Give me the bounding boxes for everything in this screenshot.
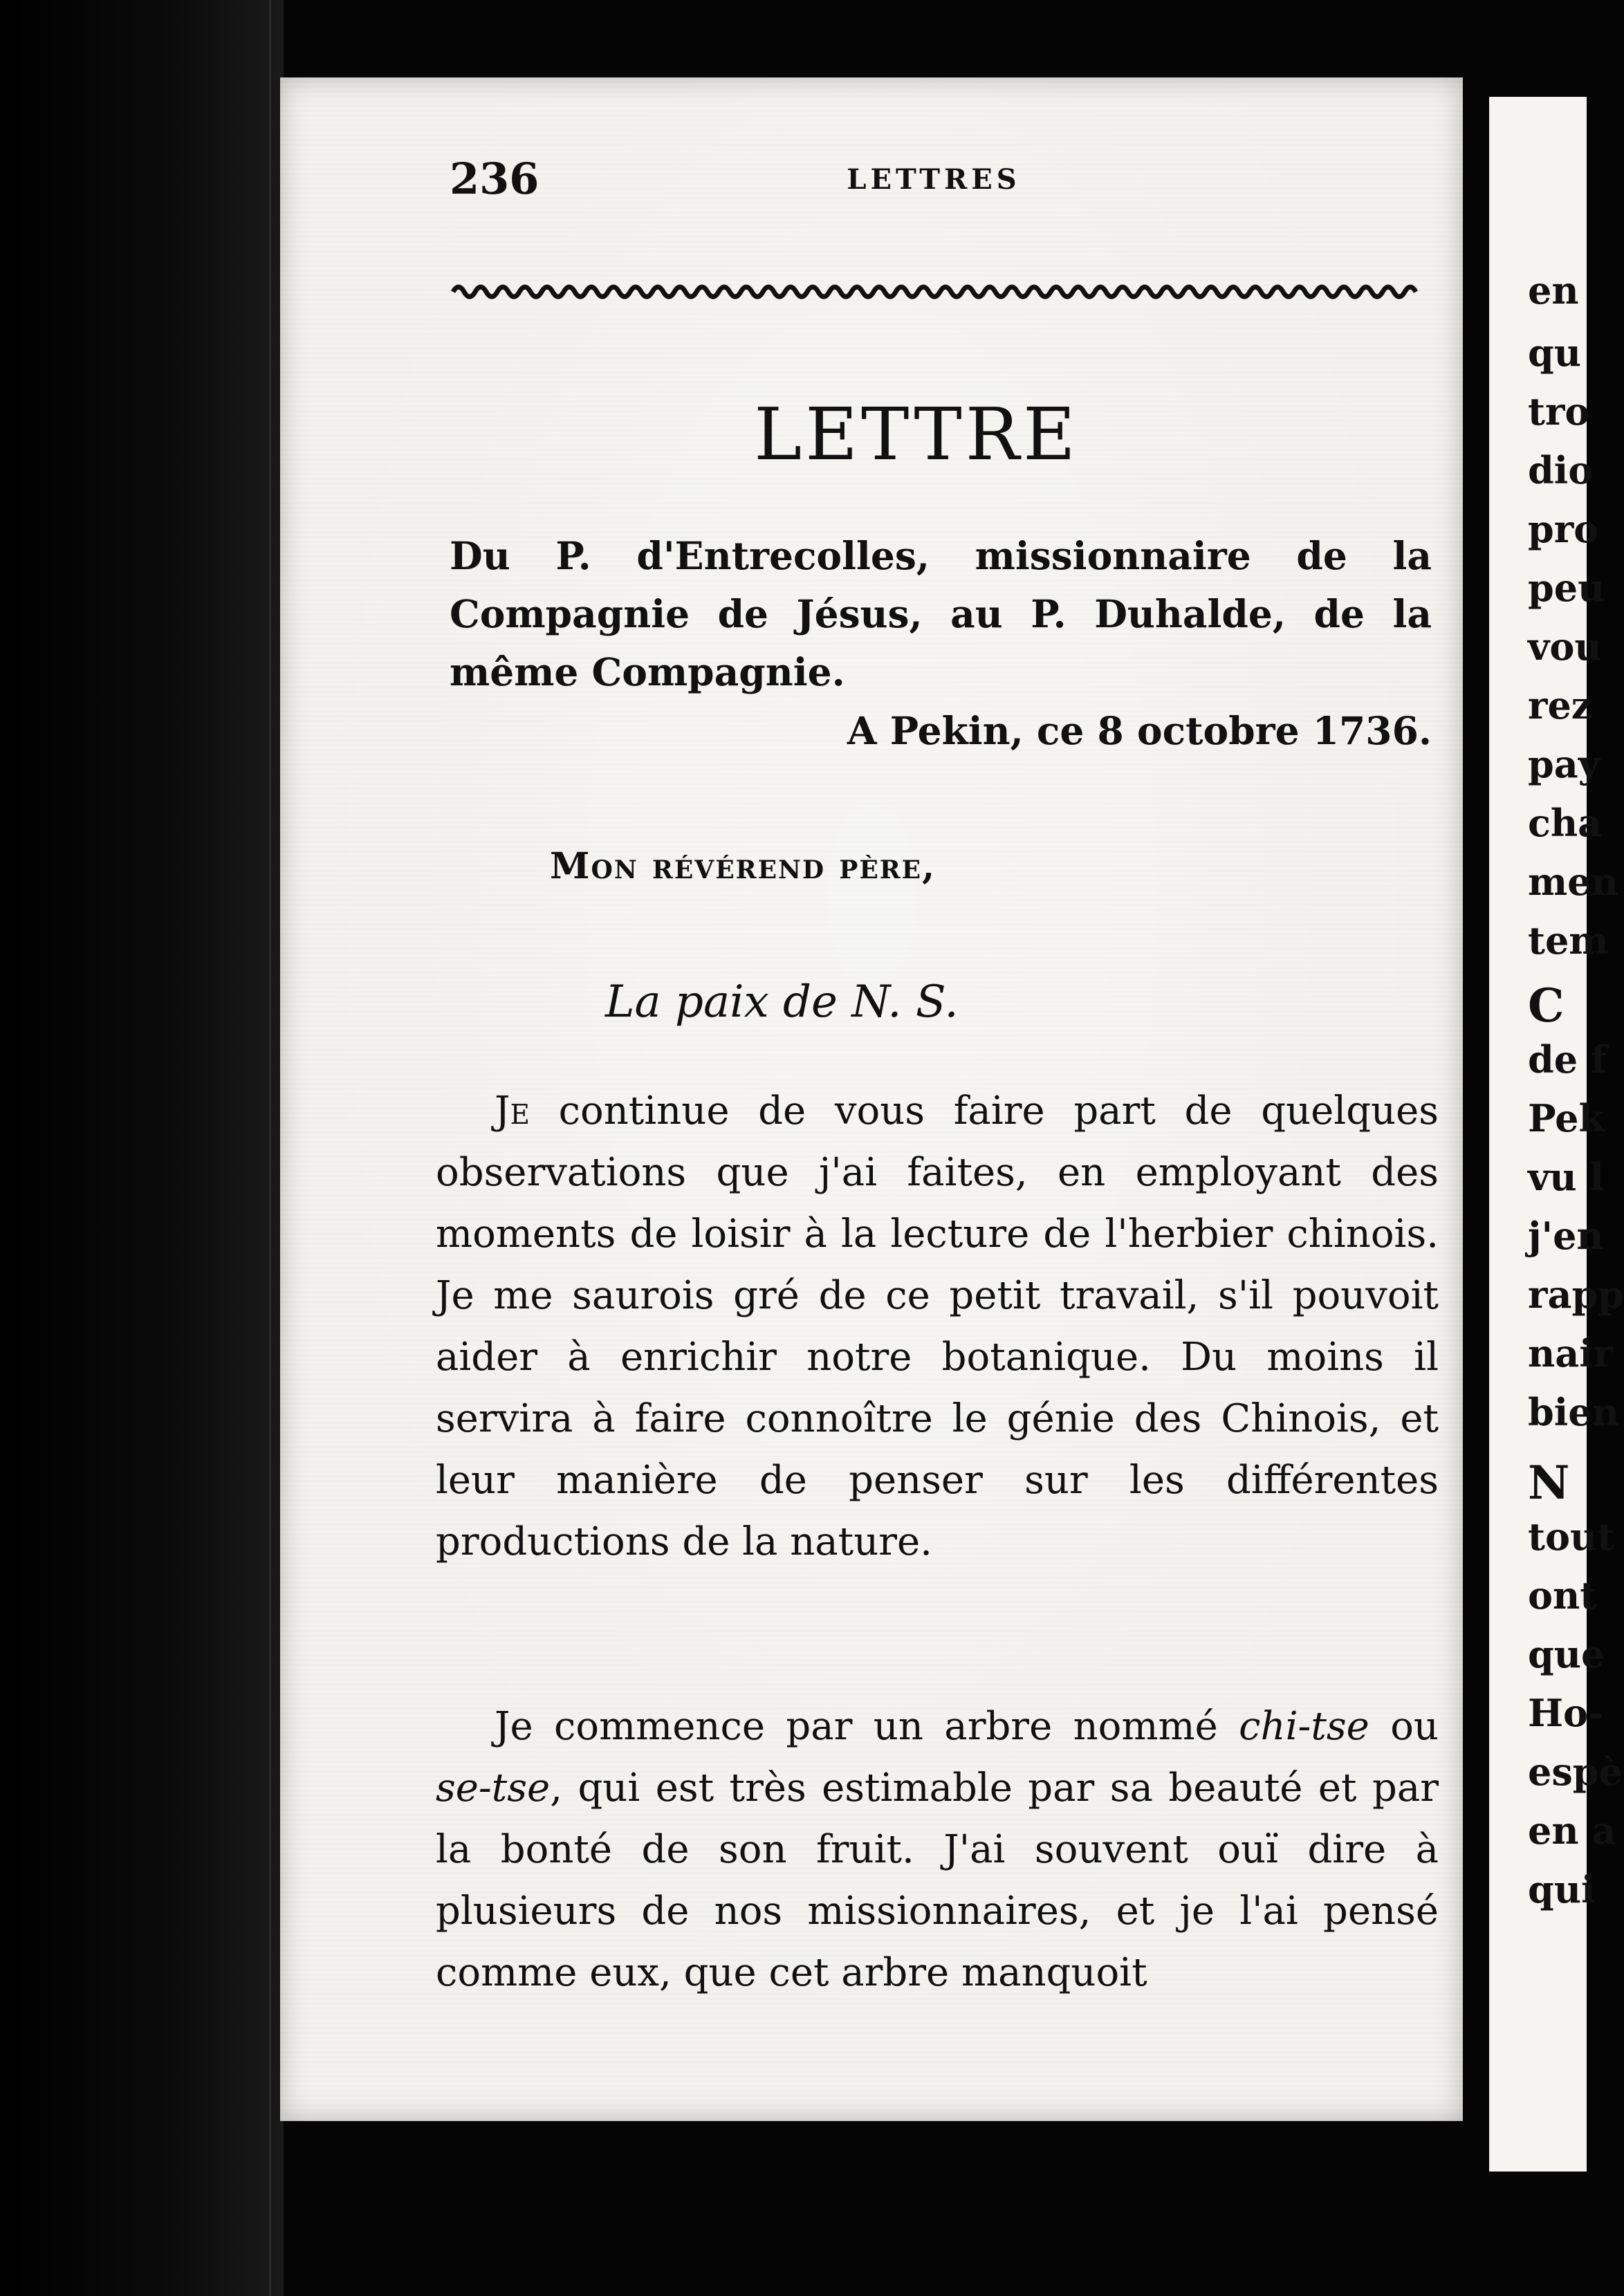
paragraph-2-text-a: Je commence par un arbre nommé bbox=[495, 1704, 1218, 1749]
adjacent-fragment: vou bbox=[1528, 624, 1602, 669]
adjacent-fragment: tout bbox=[1528, 1515, 1615, 1559]
running-head bbox=[450, 154, 1418, 209]
adjacent-fragment: espè bbox=[1528, 1750, 1623, 1794]
paragraph-2-text-c: , qui est très estimable par sa beauté et par la bonté de son fruit. J'ai souvent ouï dire à plusieurs de nos missionnaires, et je l'ai pensé comme eux, que cet arbre manquoit bbox=[436, 1766, 1439, 1995]
adjacent-fragment: ont bbox=[1528, 1573, 1598, 1618]
adjacent-fragment: rez bbox=[1528, 683, 1593, 728]
adjacent-fragment: cha bbox=[1528, 801, 1603, 845]
letter-heading: LETTRE bbox=[754, 392, 1079, 476]
adjacent-fragment: vu l bbox=[1528, 1155, 1604, 1199]
adjacent-fragment: pro bbox=[1528, 507, 1599, 551]
adjacent-fragment: en a bbox=[1528, 1808, 1616, 1853]
paragraph-1 bbox=[436, 1080, 1439, 1573]
adjacent-fragment: bien bbox=[1528, 1390, 1619, 1434]
greeting: La paix de N. S. bbox=[605, 976, 959, 1028]
adjacent-fragment: tro bbox=[1528, 389, 1590, 434]
adjacent-fragment: nair bbox=[1528, 1331, 1614, 1376]
adjacent-fragment: tem bbox=[1528, 918, 1609, 963]
adjacent-fragment: en bbox=[1528, 268, 1579, 313]
adjacent-fragment: peu bbox=[1528, 566, 1605, 610]
dateline: A Pekin, ce 8 octobre 1736. bbox=[847, 708, 1432, 753]
adjacent-fragment: Pek bbox=[1528, 1096, 1605, 1140]
adjacent-fragment: pay bbox=[1528, 742, 1600, 786]
page-number: 236 bbox=[450, 154, 539, 204]
book-page bbox=[280, 77, 1463, 2121]
adjacent-fragment: men bbox=[1528, 860, 1618, 904]
adjacent-fragment: Ho- bbox=[1528, 1691, 1604, 1735]
adjacent-fragment: de f bbox=[1528, 1037, 1607, 1082]
adjacent-fragment: j'en bbox=[1528, 1214, 1604, 1258]
paragraph-2 bbox=[436, 1696, 1439, 2003]
adjacent-fragment: rapp bbox=[1528, 1272, 1624, 1317]
adjacent-fragment: qu bbox=[1528, 331, 1582, 375]
paragraph-1-text: continue de vous faire part de quelques observations que j'ai faites, en employant des moments de loisir à la lecture de l'herbier chinois. Je me saurois gré de ce petit travail, s'il pouvoit aider à enrichir notre botanique. Du moins il servira à faire connoître le génie des Chinois, et leur manière de penser sur les différentes productions de la nature. bbox=[436, 1089, 1439, 1564]
adjacent-fragment: C bbox=[1528, 979, 1565, 1033]
adjacent-page bbox=[1489, 97, 1624, 2172]
letter-subtitle: Du P. d'Entrecolles, missionnaire de la Compagnie de Jésus, au P. Duhalde, de la même Compagnie. bbox=[450, 533, 1432, 694]
adjacent-fragment: qui bbox=[1528, 1867, 1596, 1911]
adjacent-fragment: N bbox=[1528, 1456, 1570, 1510]
left-margin-edge bbox=[0, 0, 284, 2296]
paragraph-1-lead: Je bbox=[495, 1089, 530, 1133]
adjacent-fragment: dio bbox=[1528, 448, 1594, 492]
adjacent-fragment: que bbox=[1528, 1632, 1605, 1676]
term-chi-tse: chi-tse bbox=[1239, 1704, 1369, 1749]
term-se-tse: se-tse bbox=[436, 1766, 551, 1811]
ornamental-rule bbox=[453, 278, 1421, 306]
running-title: LETTRES bbox=[847, 163, 1021, 196]
paragraph-2-text-b: ou bbox=[1390, 1704, 1439, 1749]
salutation: Mon révérend père, bbox=[550, 845, 936, 887]
